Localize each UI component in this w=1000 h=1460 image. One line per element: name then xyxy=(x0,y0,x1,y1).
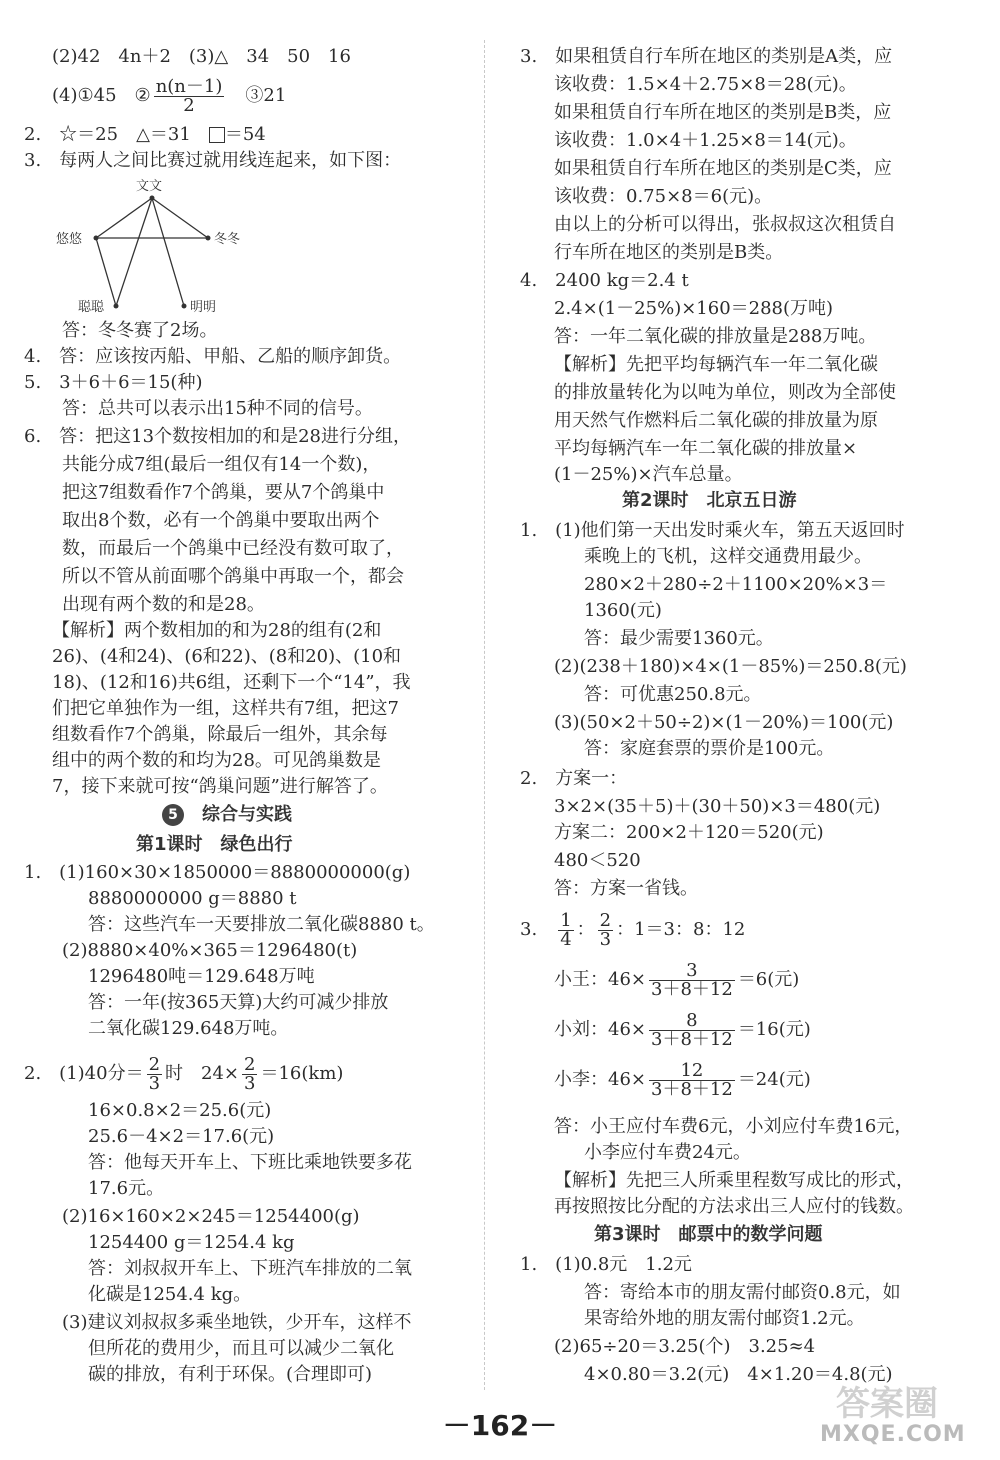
answer-line: 数，而最后一个鸽巢中已经没有数可取了， xyxy=(62,538,404,559)
match-diagram xyxy=(50,176,270,326)
answer-line: (2)8880×40%×365＝1296480(t) xyxy=(62,940,358,961)
answer-line: 5. 3＋6＋6＝15(种) xyxy=(24,372,203,393)
answer-line: 所以不管从前面哪个鸽巢中再取一个，都会 xyxy=(62,566,404,587)
fraction: $\frac{12}{3+8+12}$ xyxy=(651,1059,733,1100)
analysis-line: 18)、(12和16)共6组，还剩下一个“14”，我 xyxy=(52,672,411,693)
watermark: MXQE.COM xyxy=(820,1422,966,1447)
answer-line: 果寄给外地的朋友需付邮资1.2元。 xyxy=(584,1308,865,1329)
answer-line: 3. $\frac{1}{4}$ ： $\frac{2}{3}$ ：1＝3：8：12 xyxy=(520,909,746,950)
answer-line: 二氧化碳129.648万吨。 xyxy=(88,1018,289,1039)
answer-line: 1254400 g＝1254.4 kg xyxy=(88,1232,295,1253)
answer-line: (2)65÷20＝3.25(个) 3.25≈4 xyxy=(554,1336,816,1357)
answer-line: 2. ☆＝25 △＝31 ＝54 xyxy=(24,124,266,145)
answer-line: 答：一年二氧化碳的排放量是288万吨。 xyxy=(554,326,877,347)
answer-line: 答：方案一省钱。 xyxy=(554,878,698,899)
analysis-line: 【解析】先把平均每辆汽车一年二氧化碳 xyxy=(554,354,878,375)
fraction: $\frac{3}{3+8+12}$ xyxy=(651,959,733,1000)
answer-line: 2. 方案一： xyxy=(520,768,628,789)
answer-line: 答：刘叔叔开车上、下班汽车排放的二氧 xyxy=(88,1258,412,1279)
answer-line: 4. 答：应该按丙船、甲船、乙船的顺序卸货。 xyxy=(24,346,402,367)
answer-line: 小王：46× $\frac{3}{3+8+12}$ ＝6(元) xyxy=(554,959,800,1000)
answer-line: 方案二：200×2＋120＝520(元) xyxy=(554,822,824,843)
answer-line: 2.4×(1－25%)×160＝288(万吨) xyxy=(554,298,834,319)
analysis-line: 7，接下来就可按“鸽巢问题”进行解答了。 xyxy=(52,776,388,797)
answer-line: 如果租赁自行车所在地区的类别是B类，应 xyxy=(554,102,892,123)
answer-line: 如果租赁自行车所在地区的类别是C类，应 xyxy=(554,158,892,179)
answer-line: 答：总共可以表示出15种不同的信号。 xyxy=(62,398,373,419)
node-label: 悠悠 xyxy=(56,232,83,247)
answer-line: 3. 如果租赁自行车所在地区的类别是A类，应 xyxy=(520,46,893,67)
answer-line: 3. 每两人之间比赛过就用线连起来，如下图： xyxy=(24,150,402,171)
column-divider xyxy=(484,40,485,1390)
lesson-heading: 第3课时 邮票中的数学问题 xyxy=(594,1224,823,1245)
answer-line: 答：寄给本市的朋友需付邮资0.8元，如 xyxy=(584,1282,901,1303)
answer-line: 但所花的费用少，而且可以减少二氧化 xyxy=(88,1338,394,1359)
analysis-line: 组数看作7个鸽巢，除最后一组外，其余每 xyxy=(52,724,388,745)
answer-line: 小李应付车费24元。 xyxy=(584,1142,751,1163)
answer-line: 8880000000 g＝8880 t xyxy=(88,888,297,909)
answer-line: 1360(元) xyxy=(584,600,662,621)
answer-line: 由以上的分析可以得出，张叔叔这次租赁自 xyxy=(554,214,896,235)
analysis-line: 组中的两个数的和均为28。可见鸽巢数是 xyxy=(52,750,381,771)
unit-number-badge: 5 xyxy=(162,804,184,826)
node-label: 明明 xyxy=(190,300,217,315)
answer-line: 乘晚上的飞机，这样交通费用最少。 xyxy=(584,546,872,567)
analysis-line: 的排放量转化为以吨为单位，则改为全部使 xyxy=(554,382,896,403)
answer-line: 16×0.8×2＝25.6(元) xyxy=(88,1100,272,1121)
answer-line: 答：家庭套票的票价是100元。 xyxy=(584,738,835,759)
answer-line: (2)16×160×2×245＝1254400(g) xyxy=(62,1206,360,1227)
fraction: $\frac{8}{3+8+12}$ xyxy=(651,1009,733,1050)
fraction: $\frac{2}{3}$ xyxy=(148,1053,161,1094)
answer-line: 1. (1)他们第一天出发时乘火车，第五天返回时 xyxy=(520,520,905,541)
fraction: $\frac{n(n-1)}{2}$ xyxy=(155,75,223,116)
answer-line: 小李：46× $\frac{12}{3+8+12}$ ＝24(元) xyxy=(554,1059,811,1100)
fraction: $\frac{1}{4}$ xyxy=(560,909,572,950)
fraction: $\frac{2}{3}$ xyxy=(244,1053,256,1094)
answer-line: 3×2×(35＋5)＋(30＋50)×3＝480(元) xyxy=(554,796,881,817)
answer-line: 出现有两个数的和是28。 xyxy=(62,594,265,615)
lesson-heading: 第1课时 绿色出行 xyxy=(136,834,293,855)
answer-line: 280×2＋280÷2＋1100×20%×3＝ xyxy=(584,574,888,595)
answer-line: 答：小王应付车费6元，小刘应付车费16元， xyxy=(554,1116,913,1137)
unit-heading: 5 综合与实践 xyxy=(162,802,292,828)
analysis-line: 用天然气作燃料后二氧化碳的排放量为原 xyxy=(554,410,878,431)
answer-line: 答：冬冬赛了2场。 xyxy=(62,320,218,341)
answer-line: 1. (1)160×30×1850000＝8880000000(g) xyxy=(24,862,411,883)
node-label: 聪聪 xyxy=(78,300,105,315)
answer-line: 该收费：0.75×8＝6(元)。 xyxy=(554,186,773,207)
answer-line: 1. (1)0.8元 1.2元 xyxy=(520,1254,692,1275)
square-symbol xyxy=(209,127,225,143)
answer-line: 6. 答：把这13个数按相加的和是28进行分组， xyxy=(24,426,411,447)
answer-line: 该收费：1.5×4＋2.75×8＝28(元)。 xyxy=(554,74,857,95)
answer-line: 2. (1)40分＝ $\frac{2}{3}$ 时 24× $\frac{2}{3}$ ＝16(km) xyxy=(24,1053,344,1094)
answer-line: 答：最少需要1360元。 xyxy=(584,628,774,649)
answer-line: 小刘：46× $\frac{8}{3+8+12}$ ＝16(元) xyxy=(554,1009,811,1050)
analysis-line: 平均每辆汽车一年二氧化碳的排放量× xyxy=(554,438,858,459)
answer-line: 4. 2400 kg＝2.4 t xyxy=(520,270,689,291)
answer-line: 把这7组数看作7个鸽巢，要从7个鸽巢中 xyxy=(62,482,385,503)
analysis-line: 们把它单独作为一组，这样共有7组，把这7 xyxy=(52,698,399,719)
analysis-line: 再按照按比分配的方法求出三人应付的钱数。 xyxy=(554,1196,914,1217)
answer-line: 17.6元。 xyxy=(88,1178,165,1199)
answer-line: 取出8个数，必有一个鸽巢中要取出两个 xyxy=(62,510,380,531)
answer-line: 答：他每天开车上、下班比乘地铁要多花 xyxy=(88,1152,412,1173)
answer-line: 答：一年(按365天算)大约可减少排放 xyxy=(88,992,389,1013)
answer-line: 480＜520 xyxy=(554,850,641,871)
answer-line: (2)(238＋180)×4×(1－85%)＝250.8(元) xyxy=(554,656,907,677)
answer-line: 该收费：1.0×4＋1.25×8＝14(元)。 xyxy=(554,130,857,151)
answer-line: 1296480吨＝129.648万吨 xyxy=(88,966,315,987)
answer-line: (3)(50×2＋50÷2)×(1－20%)＝100(元) xyxy=(554,712,894,733)
answer-line: 行车所在地区的类别是B类。 xyxy=(554,242,784,263)
answer-line: 4×0.80＝3.2(元) 4×1.20＝4.8(元) xyxy=(584,1364,893,1385)
analysis-line: 26)、(4和24)、(6和22)、(8和20)、(10和 xyxy=(52,646,402,667)
fraction: $\frac{2}{3}$ xyxy=(599,909,612,950)
analysis-line: 【解析】两个数相加的和为28的组有(2和 xyxy=(52,620,382,641)
answer-line: 25.6－4×2＝17.6(元) xyxy=(88,1126,275,1147)
answer-line: (3)建议刘叔叔多乘坐地铁，少开车，这样不 xyxy=(62,1312,412,1333)
analysis-line: 【解析】先把三人所乘里程数写成比的形式， xyxy=(554,1170,914,1191)
answer-line: 答：可优惠250.8元。 xyxy=(584,684,762,705)
answer-line: 答：这些汽车一天要排放二氧化碳8880 t。 xyxy=(88,914,435,935)
answer-line: 化碳是1254.4 kg。 xyxy=(88,1284,252,1305)
answer-line: 共能分成7组(最后一组仅有14一个数)， xyxy=(62,454,381,475)
analysis-line: (1－25%)×汽车总量。 xyxy=(554,464,743,485)
node-label: 冬冬 xyxy=(214,232,241,247)
page-number: －162－ xyxy=(442,1409,558,1442)
answer-line: (2)42 4n＋2 (3)△ 34 50 16 xyxy=(52,46,351,67)
answer-line: (4)①45 ② $\frac{n(n-1)}{2}$ ③21 xyxy=(52,75,287,116)
answer-line: 碳的排放，有利于环保。(合理即可) xyxy=(88,1364,373,1385)
node-label: 文文 xyxy=(136,179,163,194)
lesson-heading: 第2课时 北京五日游 xyxy=(622,490,797,511)
watermark-logo: 答案圈 xyxy=(836,1384,938,1424)
